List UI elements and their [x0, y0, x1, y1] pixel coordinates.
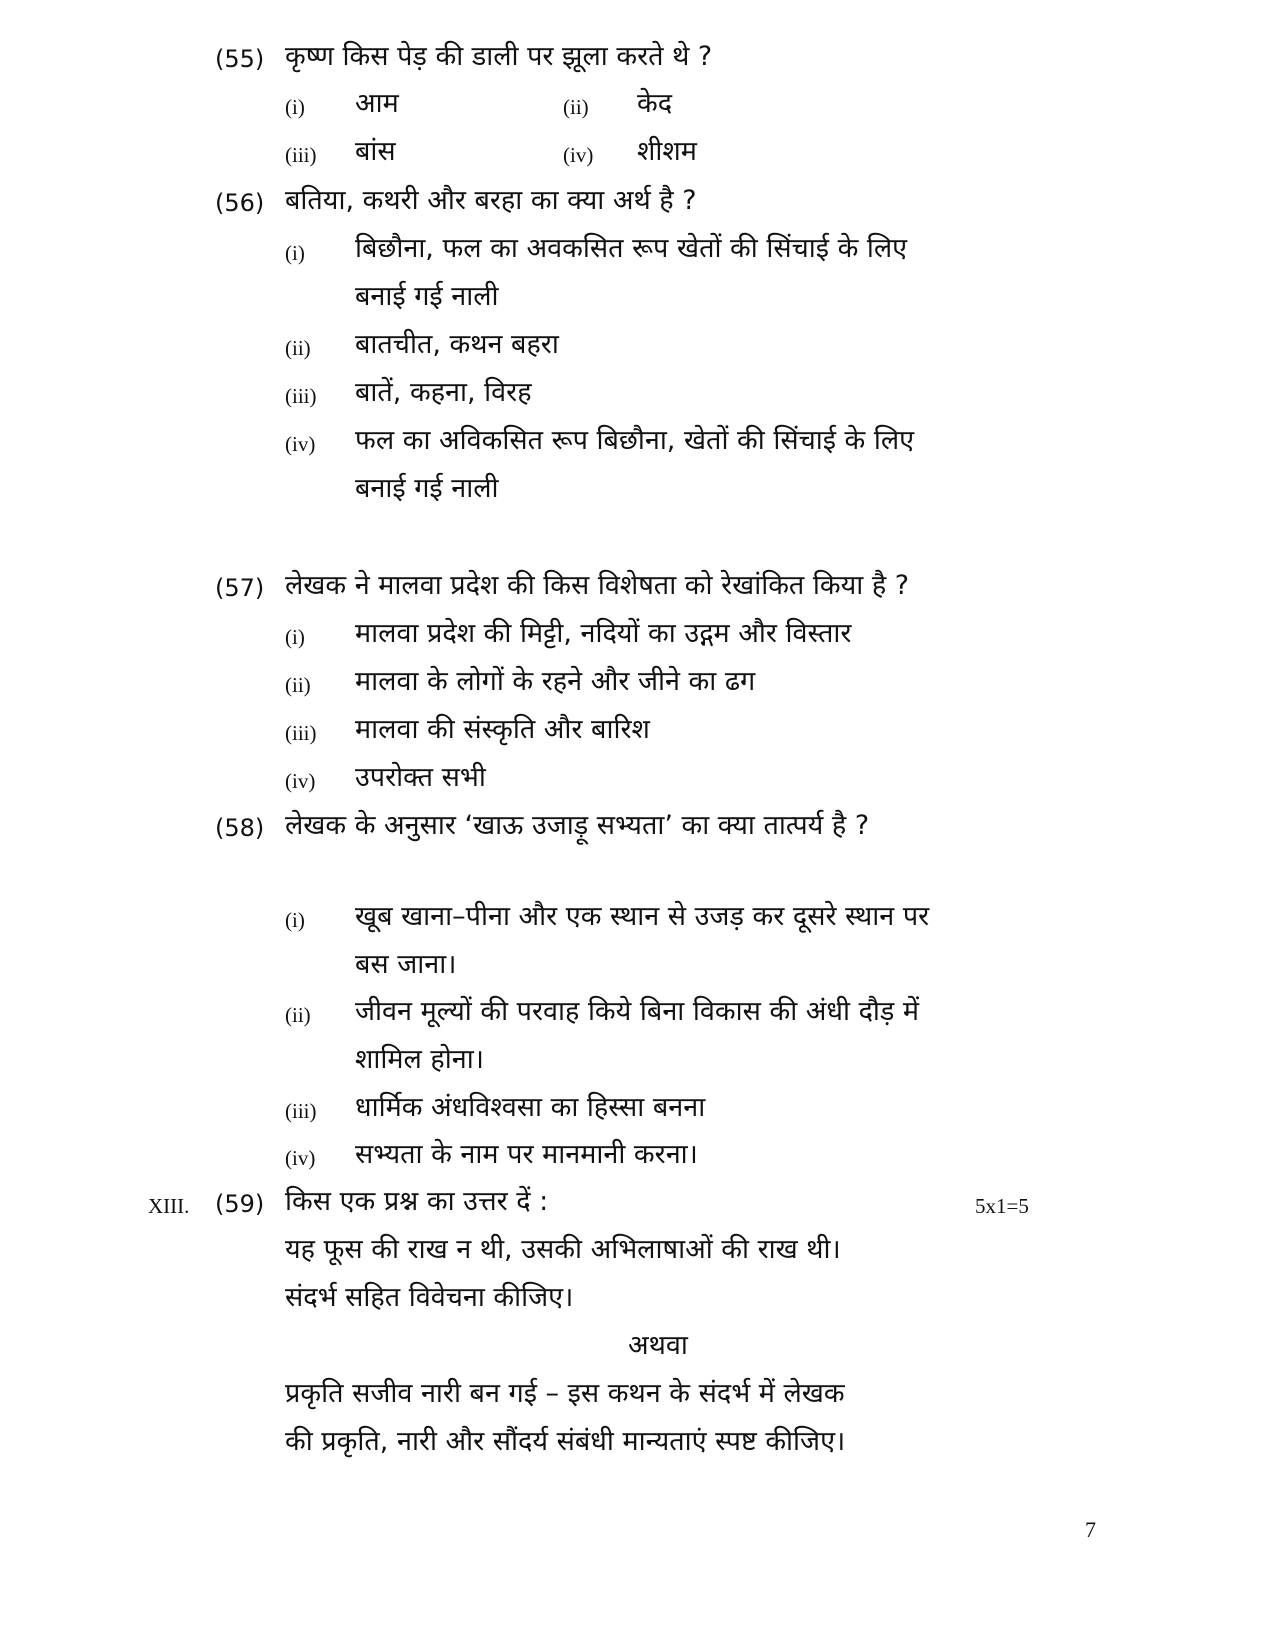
- section-number: XIII.: [148, 1194, 190, 1218]
- option-text: धार्मिक अंधविश्वसा का हिस्सा बनना: [355, 1092, 706, 1123]
- question-text: बतिया, कथरी और बरहा का क्या अर्थ है ?: [285, 185, 697, 216]
- question-number: (59): [215, 1190, 265, 1218]
- page-number: 7: [1085, 1517, 1096, 1542]
- option-label: (i): [285, 241, 305, 265]
- question-number: (55): [215, 45, 265, 73]
- marks-allocation: 5x1=5: [975, 1194, 1029, 1218]
- prompt-text: प्रकृति सजीव नारी बन गई – इस कथन के संदर्भ में लेखक: [285, 1378, 845, 1409]
- prompt-text: की प्रकृति, नारी और सौंदर्य संबंधी मान्यताएं स्पष्ट कीजिए।: [285, 1426, 846, 1457]
- option-label: (i): [285, 625, 305, 649]
- option-text: मालवा की संस्कृति और बारिश: [355, 714, 650, 745]
- option-text: बातचीत, कथन बहरा: [355, 329, 559, 360]
- option-text: जीवन मूल्यों की परवाह किये बिना विकास की अंधी दौड़ में: [355, 996, 920, 1027]
- option-label: (i): [285, 908, 305, 932]
- question-number: (56): [215, 189, 265, 217]
- option-label: (iii): [285, 384, 317, 408]
- option-label: (iv): [285, 769, 316, 793]
- option-label: (iv): [563, 143, 594, 167]
- option-label: (i): [285, 95, 305, 119]
- prompt-text: संदर्भ सहित विवेचना कीजिए।: [285, 1282, 574, 1313]
- prompt-text: यह फूस की राख न थी, उसकी अभिलाषाओं की राख थी।: [285, 1234, 841, 1265]
- question-text: लेखक ने मालवा प्रदेश की किस विशेषता को रेखांकित किया है ?: [285, 570, 910, 601]
- question-number: (57): [215, 574, 265, 602]
- question-text: लेखक के अनुसार ‘खाऊ उजाड़ू सभ्यता’ का क्या तात्पर्य है ?: [285, 810, 870, 841]
- option-text: शामिल होना।: [355, 1044, 484, 1075]
- option-label: (iv): [285, 432, 316, 456]
- option-label: (ii): [563, 95, 589, 119]
- option-text: फल का अविकसित रूप बिछौना, खेतों की सिंचाई के लिए: [355, 425, 915, 456]
- option-text: बांस: [355, 136, 396, 167]
- option-text: सभ्यता के नाम पर मानमानी करना।: [355, 1139, 698, 1170]
- option-text: बस जाना।: [355, 949, 457, 980]
- option-text: आम: [355, 88, 399, 119]
- option-text: शीशम: [637, 136, 697, 167]
- option-text: बिछौना, फल का अवकसित रूप खेतों की सिंचाई के लिए: [355, 233, 908, 264]
- option-label: (ii): [285, 1003, 311, 1027]
- option-text: मालवा के लोगों के रहने और जीने का ढग: [355, 666, 756, 697]
- question-text: कृष्ण किस पेड़ की डाली पर झूला करते थे ?: [285, 41, 713, 72]
- option-text: केद: [637, 88, 673, 119]
- section-instruction: किस एक प्रश्न का उत्तर दें :: [285, 1186, 549, 1217]
- option-text: बनाई गई नाली: [355, 473, 499, 504]
- option-text: खूब खाना–पीना और एक स्थान से उजड़ कर दूसरे स्थान पर: [355, 901, 930, 932]
- option-label: (iv): [285, 1146, 316, 1170]
- option-label: (iii): [285, 143, 317, 167]
- option-label: (iii): [285, 721, 317, 745]
- option-label: (ii): [285, 673, 311, 697]
- option-text: मालवा प्रदेश की मिट्टी, नदियों का उद्गम और विस्तार: [355, 618, 852, 649]
- option-label: (ii): [285, 336, 311, 360]
- option-text: बातें, कहना, विरह: [355, 377, 532, 408]
- option-text: बनाई गई नाली: [355, 281, 499, 312]
- or-separator: अथवा: [628, 1330, 688, 1361]
- option-text: उपरोक्त सभी: [355, 762, 486, 793]
- question-number: (58): [215, 814, 265, 842]
- option-label: (iii): [285, 1099, 317, 1123]
